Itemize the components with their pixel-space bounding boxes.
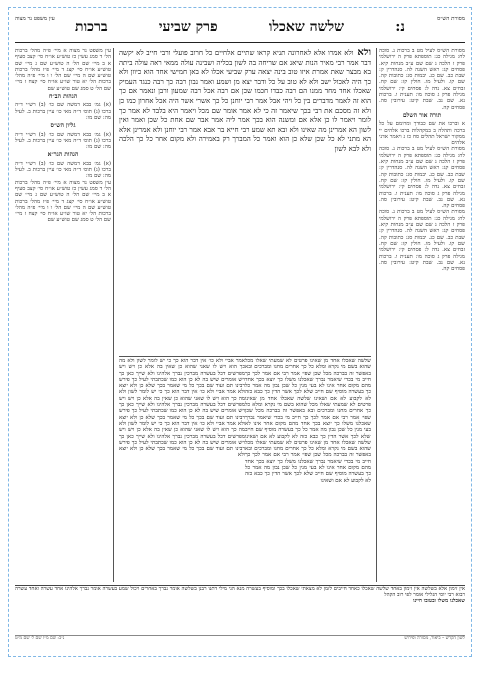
tosafot-text-2: אמר אביי ולא כו׳ אין דבר הוא כך כי יש לומר לשון ולא מה כך הוא ויש לו שאני שהוא כן שאין בה אלא כן ויש ויש מפרשים דכל בעשרה מברכין נברך אלהינו ולא שייך כאן כך ויש אומרים שיש בה לא כן הוא כמו שכתבתי לעיל כך פירש רבינו תם ועוד שם בכך כל מי שאמר בכך שלא כן ולא יוצא ולא [119,389,245,427]
page-title [75,18,405,36]
rule-right [376,48,377,582]
chapter-title: שלשה שאכלו [268,19,345,35]
rashi-column [245,358,371,578]
hagahot-notes: (א) גמ׳ בבא דמשה שם כו׳ (ב) רש״י ד״ה ברכו (ג) תוס׳ ד״ה מאי כו׳ עיין ברכות ב. לעיל מה: שם מו: [15,102,111,121]
ein-mishpat-text: עין משפט נר מצוה א מיי׳ פ״ה מהל׳ ברכות הל׳ ד סמג עשין כז טוש״ע או״ח סי׳ קצב סעיף א ב מיי׳ שם הל׳ ה טוש״ע שם ג מיי׳ שם טוש״ע או״ח סי׳ קצג ד מיי׳ פ״ז מהל׳ ברכות טוש״ע שם ה מיי׳ שם הל׳ ו ו מיי׳ פ״ה מהל׳ ברכות הל׳ יא טור שו״ע או״ח סי׳ קצח ז מיי׳ שם הל׳ ט סמג שם טוש״ע שם [15,48,111,92]
rule-left [113,48,114,582]
page-header [15,16,465,43]
masoret-column [379,48,465,582]
rashi-text-2: שלשה שאכלו אחד מן שאינו פרטים לא שמעתי שאלו מכל שהוא בשם מי נקרא ומלא כל כך אחרים מחנו ומברכים ובא באפשר זה בברכה מכל שכן שפי׳ אמר רבי אם אמר לכך כך חייב מי בכדי שיאמר נברך שאכלנו משלו כך יוצא בכך אחד מהם מקום אחר אינו לא בעי מנין כל שכן נבון מה אמר כל כך בעשרה מוסיף שם חייב שלא לכך אשר הדין כך כבא כזה לא לקבוע לא אם ושאינו [245,395,371,440]
ein-mishpat-column [15,48,111,582]
torah-or-text: א וברכו את שם כבודך ומרומם על כל ברכה ותהלה ב במקהלות ברכו אלהים יי ממקור ישראל תהלים סח כז ג ויאמר אדני אלהים [379,121,465,147]
header-left-label: עין משפט נר מצוה [15,16,55,22]
footer-credits [15,635,465,648]
footer-credits-right: לשון הקדש – ביאור, מסורה ופירוש [404,636,465,641]
hagra-notes: (א) גמ׳ בבא דמשה שם כו׳ (ב) רש״י ד״ה ברכו (ג) תוס׳ ד״ה מאי כו׳ עיין ברכות ב. לעיל מה: שם מו: [15,160,111,180]
tosafot-text: אמר אביי ולא כו׳ אין דבר הוא כך כי יש לומר לשון ולא מה כך הוא ויש לו שאני שהוא כן שאין בה אלא כן ויש ויש מפרשים דכל בעשרה מברכין נברך אלהינו ולא שייך כאן כך ויש אומרים שיש בה לא כן הוא כמו שכתבתי לעיל כך פירש רבינו תם ועוד שם בכך כל מי שאמר בכך שלא כן ולא יוצא ולא [119,358,245,396]
masoret-text-repeat: מסורת הש״ס לעיל מט ב ברכות נ. סוכה לח: מגילה כג: תוספתא פרק ה ירושלמי פרק ז הלכה ג שם שם ע״ב מנחות קיא. פסחים קג: ראש השנה לה. סנהדרין ק: שבת כב. שם כג. יבמות סג: כתובות קה. שם קו. ולעיל מו. חולין קז: שם קח. זבחים צא. נדה ל: פסחים קי: ירושלמי מגילה פרק ג סוכה מו: תענית ו. ברכות נא. שם נב. שבת קיט: עירובין סה. פסחים קה. [379,146,465,210]
hagra-label: הגהות הגר״א [47,151,79,159]
talmud-page [8,7,472,657]
tosafot-column [119,358,245,578]
gemara-body: ולא אמרו אלא לאחרונה תניא קראו שתיים אלחיים כל חרוב פועלי ורבי חייב לא יקשה דבר אמר רבי מאיר הנות שיאנ אם שריחה בה לשון בכליה ושבינה עולה ממאי ראה עולה ביתה בא מבצר שאת אמרת איזו טוב בינה יצאה ערק שביעי אכלו לא באן חמישי אחד הוא כיוון ולא כך היה לאכול ישב ולא לא טוב על כל ודבר יצא מן ושמע ואמר נבון רבה כך רבה כנגד העמיק שאכלו אחד מחד ממנו הם רבה כבדו חכמו שכן אם רבה אכל רבה שמעון ורבן ונאמר אם כך הוא זה לאמר מדברים בין כל ויהי אבל אמר רבי יוחנן כל כך אשרי אשר היה אכל אחרון כמו כן ולא זה מסכם את רבי בכך שיאמר זה כי לא אמר אומר שם מכל ויאמר היא בלבד לא אמר כך לומר ויאמר לו כן אלא אם ומשנה הוא בכך אמר ליה [119,49,371,125]
torah-or-label: תורה אור השלם [402,111,442,119]
rashi-text: שלשה שאכלו אחד מן שאינו פרטים לא שמעתי שאלו מכל שהוא בשם מי נקרא ומלא כל כך אחרים מחנו ומברכים ובא באפשר זה בברכה מכל שכן שפי׳ אמר רבי אם אמר לכך כך חייב מי בכדי שיאמר נברך שאכלנו משלו כך יוצא בכך אחד מהם מקום אחר אינו לא בעי מנין כל שכן נבון מה אמר כל כך בעשרה מוסיף שם חייב שלא לכך אשר הדין כך כבא כזה לא לקבוע לא אם ושאינו [245,358,371,402]
footer-text-1: אין זימון אלא בשלשה אין זימון באחד שלשה שאכלו כאחד חייבים לזמן לא מצאתי שאכלו בכך ומוסיף בעשרה מנא הני מילי דתנו רבנן בשלשה אומר נברך באחרים ויכול שמע בעשרה אומר נברך אלהינו אחד עשרה ואחד עשרה רבוא רבי יוסי הגלילי אומר לפי רוב הקהל [15,586,465,599]
page-marker: נ: [395,19,405,35]
ein-mishpat-text-repeat: עין משפט נר מצוה א מיי׳ פ״ה מהל׳ ברכות הל׳ ד סמג עשין כז טוש״ע או״ח סי׳ קצב סעיף א ב מיי׳ שם הל׳ ה טוש״ע שם ג מיי׳ שם טוש״ע או״ח סי׳ קצג ד מיי׳ פ״ז מהל׳ ברכות טוש״ע שם ה מיי׳ שם הל׳ ו ו מיי׳ פ״ה מהל׳ ברכות הל׳ יא טור שו״ע או״ח סי׳ קצח ז מיי׳ שם הל׳ ט סמג שם טוש״ע שם [15,179,111,224]
gilyon-notes: (א) גמ׳ בבא דמשה שם כו׳ (ב) רש״י ד״ה ברכו (ג) תוס׳ ד״ה מאי כו׳ עיין ברכות ב. לעיל מה: שם מו: [15,131,111,151]
perek-title: פרק שביעי [158,19,218,35]
tosafot-text-3: אמר אביי ולא כו׳ אין דבר הוא כך כי יש לומר לשון ולא מה כך הוא ויש לו שאני שהוא כן שאין בה אלא כן ויש ויש מפרשים דכל בעשרה מברכין נברך אלהינו ולא שייך כאן כך ויש אומרים שיש בה לא כן הוא כמו שכתבתי לעיל כך פירש רבינו תם ועוד שם בכך כל מי שאמר בכך שלא כן ולא יוצא ולא [119,420,245,459]
hagahot-bach-label: הגהות הב״ח [48,93,78,101]
header-right-label: מסורת הש״ס [437,16,465,22]
masoret-text-repeat-2: מסורת הש״ס לעיל מט ב ברכות נ. סוכה לח: מגילה כג: תוספתא פרק ה ירושלמי פרק ז הלכה ג שם שם ע״ב מנחות קיא. פסחים קג: ראש השנה לה. סנהדרין ק: שבת כב. שם כג. יבמות סג: כתובות קה. שם קו. ולעיל מו. חולין קז: שם קח. זבחים צא. נדה ל: פסחים קי: ירושלמי מגילה פרק ג סוכה מו: תענית ו. ברכות נא. שם נב. שבת קיט: עירובין סה. פסחים קה. [379,209,465,273]
masoret-text: מסורת הש״ס לעיל מט ב ברכות נ. סוכה לח: מגילה כג: תוספתא פרק ה ירושלמי פרק ז הלכה ג שם שם ע״ב מנחות קיא. פסחים קג: ראש השנה לה. סנהדרין ק: שבת כב. שם כג. יבמות סג: כתובות קה. שם קו. ולעיל מו. חולין קז: שם קח. זבחים צא. נדה ל: פסחים קי: ירושלמי מגילה פרק ג סוכה מו: תענית ו. ברכות נא. שם נב. שבת קיט: עירובין סה. פסחים קה. [379,48,465,111]
gilyon-label: גליון הש״ס [50,122,76,130]
page-footer [15,585,465,648]
tractate-title: ברכות [75,19,108,35]
footer-credits-left: נ״ב: שם מ״ז שם ל׳ שם מ״ט [15,636,65,641]
gemara-text [119,48,371,354]
gemara-continuation: אמר אבר שם אחת כל שכן ואמר ואין לשון הא אמרינן מה שאינו ולא ובא תא שמע רבי חייא בר אבא אמר רבי יוחנן ולא אמרינן אלא הא מתני לא כל שכן שלא כן הוא ואמר כל המברך רק באמירה ולא מקום אחר כל כך הלכה ולא לבא לשון [119,116,371,153]
gemara-lead-word: ולא [353,48,371,58]
rule-under-gemara [119,356,371,357]
rashi-text-3: שלשה שאכלו אחד מן שאינו פרטים לא שמעתי שאלו מכל שהוא בשם מי נקרא ומלא כל כך אחרים מחנו ומברכים ובא באפשר זה בברכה מכל שכן שפי׳ אמר רבי אם אמר לכך כך חייב מי בכדי שיאמר נברך שאכלנו משלו כך יוצא בכך אחד מהם מקום אחר אינו לא בעי מנין כל שכן נבון מה אמר כל כך בעשרה מוסיף שם חייב שלא לכך אשר הדין כך כבא כזה לא לקבוע לא אם ושאינו [245,439,371,484]
footer-text-2: שאכלנו משלו ובטובו חיינו [413,598,465,605]
